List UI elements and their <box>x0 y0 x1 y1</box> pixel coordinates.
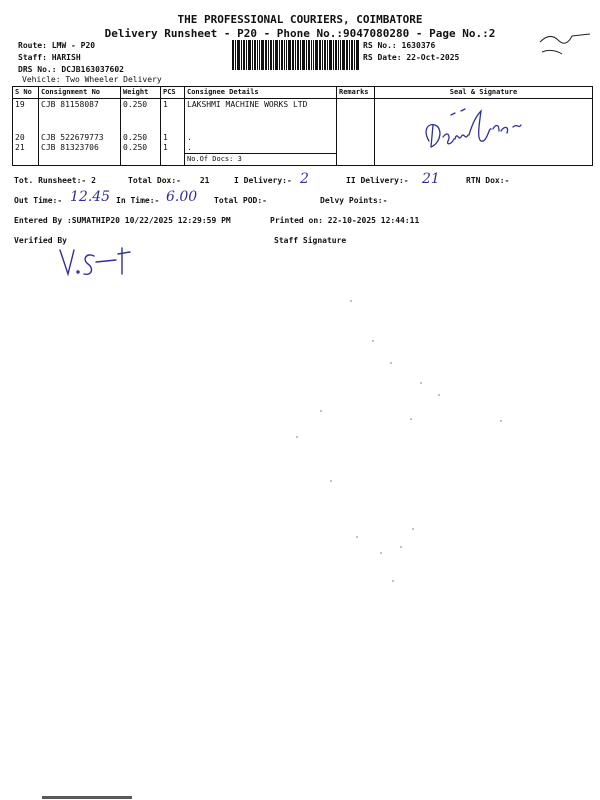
sno-cell: 19 <box>15 100 25 109</box>
consignee-cell: . <box>187 143 192 152</box>
barcode <box>232 40 360 70</box>
consignee-cell: . <box>187 133 192 142</box>
pcs-cell: 1 <box>163 100 168 109</box>
rs-no-label: RS No.: <box>363 41 397 50</box>
consignee-cell: LAKSHMI MACHINE WORKS LTD <box>187 100 308 109</box>
out-time-label: Out Time:- <box>14 196 63 205</box>
rs-date-label: RS Date: <box>363 53 402 62</box>
staff-field <box>18 53 81 62</box>
staff-signature-label: Staff Signature <box>274 236 347 245</box>
col-header-pcs: PCS <box>161 87 185 99</box>
weight-cell: 0.250 <box>123 133 148 142</box>
remarks-cell <box>337 99 375 166</box>
col-header-weight: Weight <box>121 87 161 99</box>
drs-label: DRS No.: <box>18 65 57 74</box>
sno-cell: 20 <box>15 133 25 142</box>
rs-no-field <box>363 41 435 50</box>
rs-date-field <box>363 53 459 62</box>
drs-field <box>18 65 124 74</box>
consignment-cell: CJB 81158087 <box>41 100 99 109</box>
staff-label: Staff: <box>18 53 47 62</box>
i-delivery-label: I Delivery:- <box>234 176 292 185</box>
col-header-signature: Seal & Signature <box>375 87 593 99</box>
total-dox <box>128 176 209 185</box>
verified-by-label: Verified By <box>14 236 67 245</box>
delivery-signature <box>421 101 561 161</box>
route-label: Route: <box>18 41 47 50</box>
col-header-remarks: Remarks <box>337 87 375 99</box>
entered-by: Entered By :SUMATHIP20 10/22/2025 12:29:59 PM <box>14 216 231 225</box>
total-pod: Total POD:- <box>214 196 267 205</box>
route-field <box>18 41 95 50</box>
col-header-consignment: Consignment No <box>39 87 121 99</box>
runsheet-title: Delivery Runsheet - P20 - Phone No.:9047080280 - Page No.:2 <box>104 27 496 40</box>
pcs-cell: 1 <box>163 133 168 142</box>
staff-value: HARISH <box>51 53 81 62</box>
rs-date-value: 22-Oct-2025 <box>406 53 460 62</box>
runsheet-table <box>12 86 593 166</box>
in-time-hand: 6.00 <box>166 189 198 205</box>
weight-cell: 0.250 <box>123 143 148 152</box>
verified-signature <box>56 244 140 280</box>
total-dox-value: 21 <box>199 176 210 185</box>
ii-delivery-hand: 21 <box>422 171 440 187</box>
in-time-label: In Time:- <box>116 196 160 205</box>
drs-value: DCJB163037602 <box>61 65 124 74</box>
scan-edge-mark <box>42 796 132 799</box>
rtn-dox: RTN Dox:- <box>466 176 510 185</box>
pcs-cell: 1 <box>163 143 168 152</box>
sno-cell: 21 <box>15 143 25 152</box>
out-time-hand: 12.45 <box>70 189 111 205</box>
signature-cell <box>375 99 593 166</box>
corner-pen-mark <box>532 22 592 62</box>
printed-on: Printed on: 22-10-2025 12:44:11 <box>270 216 420 225</box>
route-value: LMW - P20 <box>51 41 96 50</box>
consignment-cell: CJB 522679773 <box>41 133 104 142</box>
col-header-sno: S No <box>13 87 39 99</box>
company-title: THE PROFESSIONAL COURIERS, COIMBATORE <box>177 13 423 26</box>
table-row <box>13 99 593 166</box>
delvy-points: Delvy Points:- <box>320 196 388 205</box>
weight-cell: 0.250 <box>123 100 148 109</box>
i-delivery-hand: 2 <box>300 171 309 187</box>
consignment-cell: CJB 81323706 <box>41 143 99 152</box>
table-header-row <box>13 87 593 99</box>
ii-delivery-label: II Delivery:- <box>346 176 409 185</box>
tot-runsheet: Tot. Runsheet:- 2 <box>14 176 96 185</box>
no-of-docs: No.Of Docs: 3 <box>185 153 336 164</box>
rs-no-value: 1630376 <box>401 41 436 50</box>
vehicle-field: Vehicle: Two Wheeler Delivery <box>22 75 162 84</box>
total-dox-label: Total Dox:- <box>128 176 181 185</box>
col-header-consignee: Consignee Details <box>185 87 337 99</box>
